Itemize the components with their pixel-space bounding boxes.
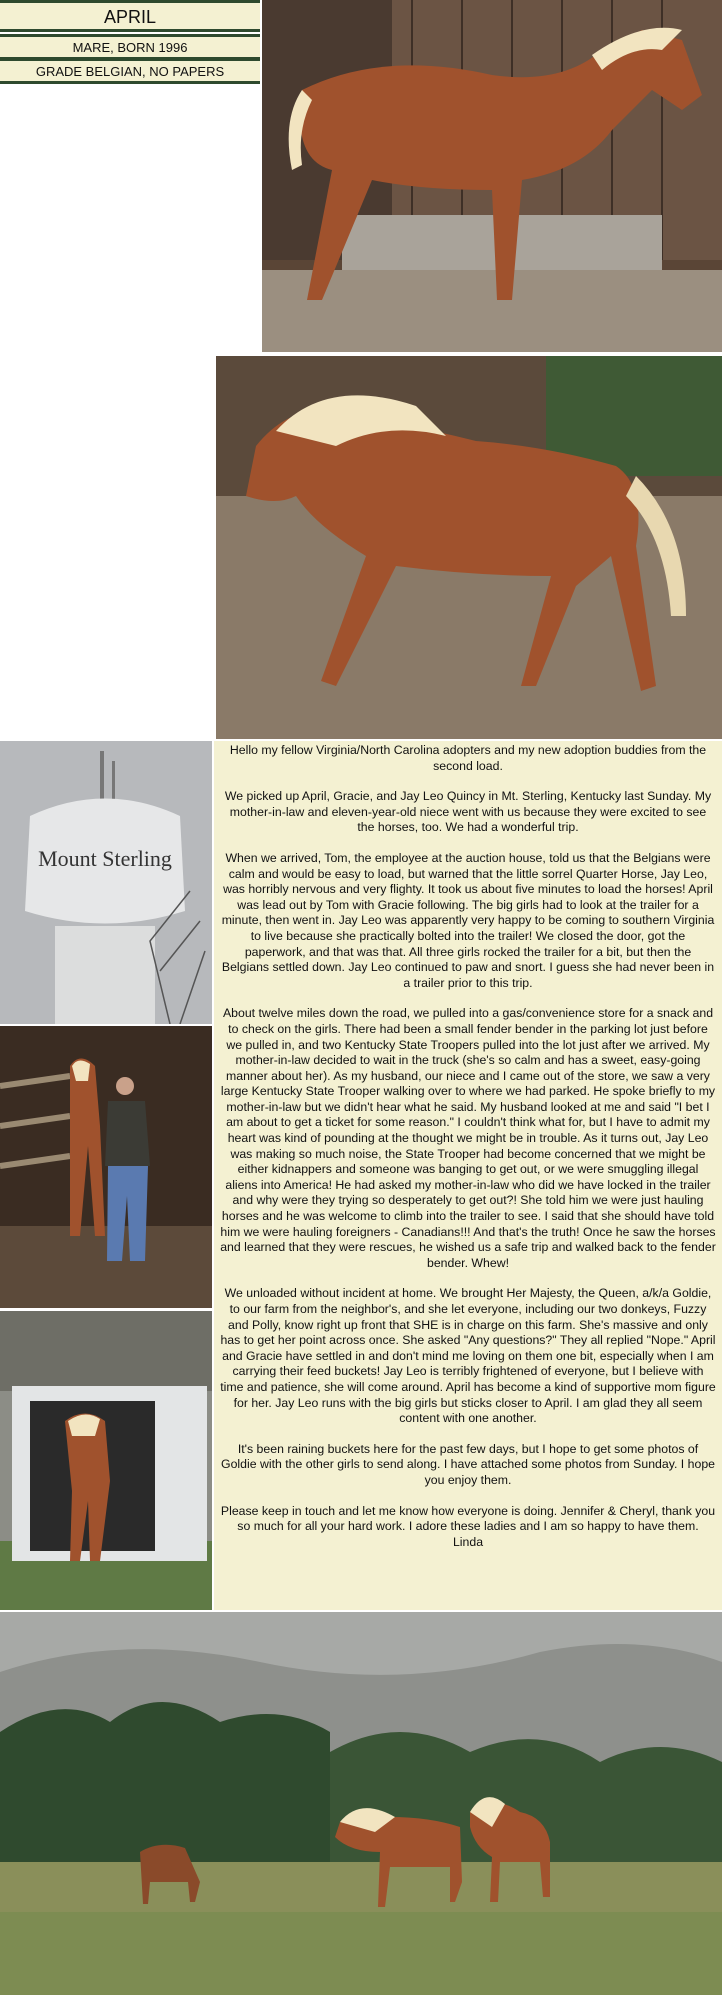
horse-name-title: APRIL: [0, 0, 260, 32]
photo-water-tower: [0, 741, 212, 1024]
horse-birth-label: MARE, BORN 1996: [0, 34, 260, 60]
horse-grade-label: GRADE BELGIAN, NO PAPERS: [0, 58, 260, 84]
story-paragraph: Please keep in touch and let me know how everyone is doing. Jennifer & Cheryl, thank you so much for all your hard work. I adore these ladies and I am so happy to have them.: [220, 1503, 716, 1534]
photo-man-with-horse: [0, 1026, 212, 1308]
photo-horse-trailer: [0, 1311, 212, 1610]
story-paragraph: We picked up April, Gracie, and Jay Leo Quincy in Mt. Sterling, Kentucky last Sunday. My mother-in-law and eleven-year-old niece went with us because they were excited to see the horses, too. We had a wonderful trip.: [224, 789, 712, 835]
water-tower-lettering: Mount Sterling: [38, 846, 172, 871]
adoption-story: [214, 741, 722, 1610]
photo-april-barn: [262, 0, 722, 352]
story-paragraph: It's been raining buckets here for the past few days, but I hope to get some photos of Goldie with the other girls to send along. I have attached some photos from Sunday. I hope you enjoy them.: [221, 1441, 715, 1487]
story-paragraph: We unloaded without incident at home. We brought Her Majesty, the Queen, a/k/a Goldie, to our farm from the neighbor's, and she let everyone, including our two donkeys, Fuzzy and Polly, know right up front that SHE is in charge on this farm. She's massive and only has to get her point across once. She asked "Any questions?" They all replied "Nope." April and Gracie have settled in and don't mind me loving on them one bit, especially when I am carrying their feed buckets! Jay Leo is terribly frightened of everyone, but I believe with time and patience, she will come around. April has become a kind of supportive mom figure for her. Jay Leo runs with the big girls but sticks closer to April. I am glad they all seem content with one another.: [220, 1286, 716, 1426]
photo-april-trotting: [216, 356, 722, 739]
story-paragraph: Hello my fellow Virginia/North Carolina adopters and my new adoption buddies from the second load.: [229, 743, 707, 773]
story-paragraph: When we arrived, Tom, the employee at the auction house, told us that the Belgians were calm and would be easy to load, but warned that the little sorrel Quarter Horse, Jay Leo, was horribly nervous and very flighty. It took us about five minutes to load the horses! April was lead out by Tom with Gracie following. The big girls had to look at the trailer for a minute, then went in. Jay Leo was apparently very happy to be coming to southern Virginia to live because she practically bolted into the trailer! We closed the door, got the paperwork, and that was that. All three girls rocked the trailer for a bit, but then the Belgians settled down. Jay Leo continued to paw and snort. I guess she had never been in a trailer prior to this trip.: [221, 850, 715, 990]
photo-horses-in-field: [0, 1612, 722, 1995]
story-signature: Linda: [452, 1534, 484, 1549]
story-paragraph: About twelve miles down the road, we pulled into a gas/convenience store for a snack and to check on the girls. There had been a small fender bender in the parking lot just before we pulled in, and two Kentucky State Troopers pulled into the lot just after we arrived. My mother-in-law decided to wait in the truck (she's so calm and has a sweet, easy-going manner about her). As my husband, our niece and I came out of the store, we saw a very large Kentucky State Trooper walking over to where we had parked. He spoke briefly to my mother-in-law but we didn't hear what he said. My husband looked at me and said "I bet I am about to get a ticket for some reason." I couldn't think what for, but I have to admit my heart was kind of pounding at the thought we might be in trouble. As it turns out, Jay Leo was making so much noise, the State Trooper had become concerned that we might be either kidnappers and someone was banging to get out, or we were smuggling illegal aliens into America! He had asked my mother-in-law who did we have locked in the trailer and why were they trying so desperately to get out?! She told him we were just hauling horses and he was welcome to climb into the trailer to see. I said that she should have told him we were hauling foreigners - Canadians!!! And that's the truth! Once he saw the horses and learned that they were rescues, he wished us a safe trip and walked back to the fender bender. Whew!: [220, 1006, 716, 1270]
